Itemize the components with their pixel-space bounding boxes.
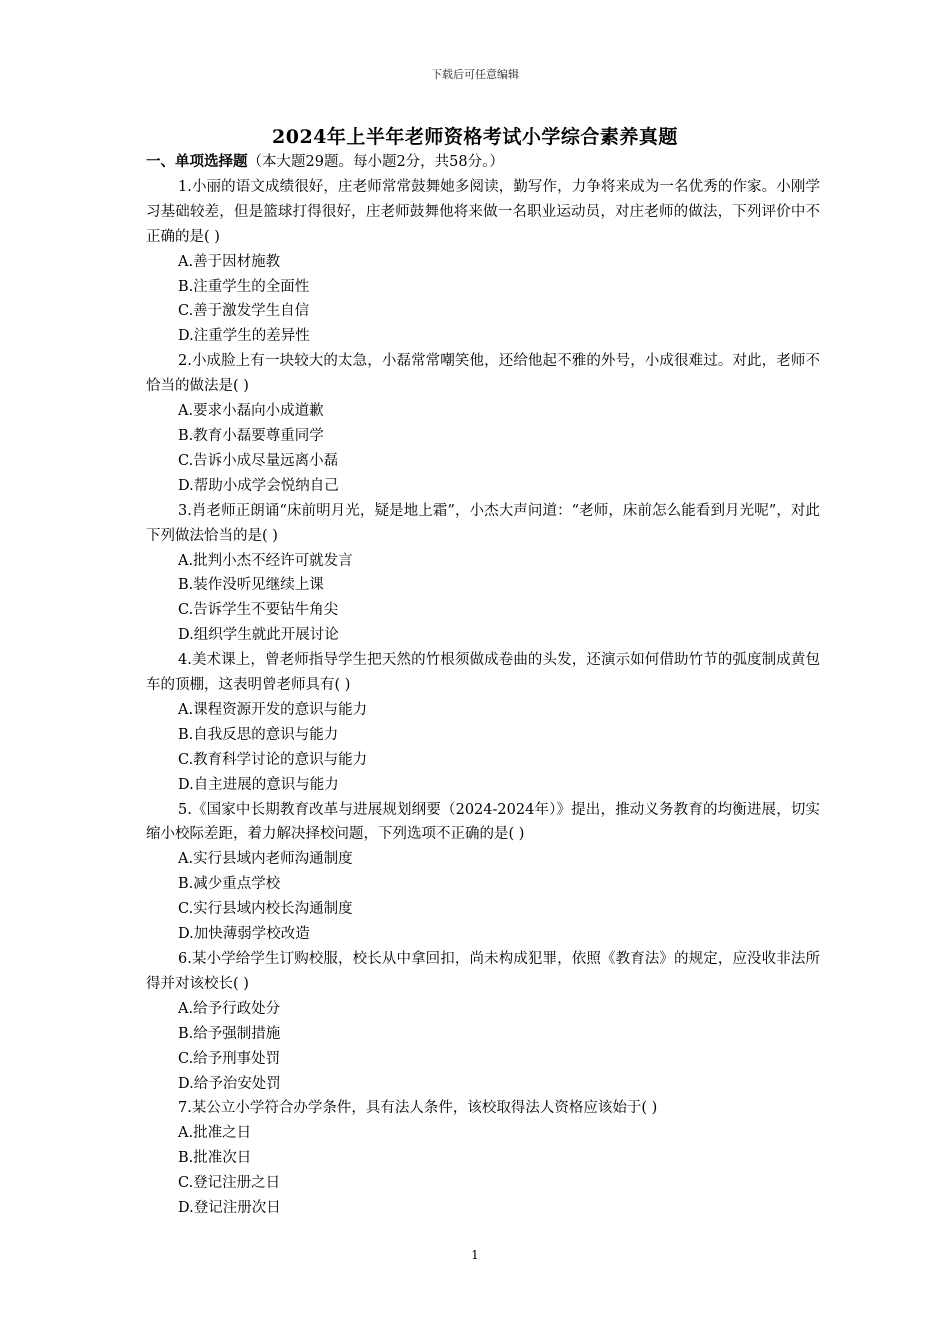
question-1-stem: 1.小丽的语文成绩很好，庄老师常常鼓舞她多阅读，勤写作，力争将来成为一名优秀的作家。小刚学习基础较差，但是篮球打得很好，庄老师鼓舞他将来做一名职业运动员，对庄老师的做法，下列评价中不正确的是( )	[146, 178, 820, 245]
question-3-option-b: B.装作没听见继续上课	[178, 577, 324, 594]
question-5-option-c: C.实行县域内校长沟通制度	[178, 901, 353, 918]
question-5-option-b: B.减少重点学校	[178, 876, 281, 893]
question-2-option-a: A.要求小磊向小成道歉	[178, 403, 324, 420]
question-7-option-a: A.批准之日	[178, 1125, 252, 1142]
question-6-option-b: B.给予强制措施	[178, 1025, 281, 1042]
question-3-stem: 3.肖老师正朗诵“床前明月光，疑是地上霜”，小杰大声问道：“老师，床前怎么能看到月光呢”，对此下列做法恰当的是( )	[146, 502, 820, 544]
question-list	[146, 175, 820, 1221]
section-heading	[146, 150, 820, 175]
section-description: （本大题29题。每小题2分，共58分。）	[247, 154, 504, 170]
question-1-option-b: B.注重学生的全面性	[178, 278, 310, 295]
question-7-option-c: C.登记注册之日	[178, 1175, 281, 1192]
question-7-option-b: B.批准次日	[178, 1150, 252, 1167]
document-title: 2024年上半年老师资格考试小学综合素养真题	[272, 126, 678, 148]
question-5-option-a: A.实行县域内老师沟通制度	[178, 851, 353, 868]
section-label: 一、单项选择题	[146, 153, 248, 170]
question-6-option-c: C.给予刑事处罚	[178, 1050, 281, 1067]
question-6-option-a: A.给予行政处分	[178, 1000, 281, 1017]
question-4-option-b: B.自我反思的意识与能力	[178, 726, 339, 743]
page-number: 1	[471, 1248, 479, 1262]
question-5-stem: 5.《国家中长期教育改革与进展规划纲要（2024-2024年）》提出，推动义务教育的均衡进展，切实缩小校际差距，着力解决择校问题，下列选项不正确的是( )	[146, 801, 820, 843]
page-header-note: 下载后可任意编辑	[431, 68, 519, 81]
question-7-option-d: D.登记注册次日	[178, 1200, 281, 1217]
question-2-option-b: B.教育小磊要尊重同学	[178, 427, 324, 444]
question-3-option-a: A.批判小杰不经许可就发言	[178, 552, 353, 569]
question-3-option-c: C.告诉学生不要钻牛角尖	[178, 602, 339, 619]
question-4-option-a: A.课程资源开发的意识与能力	[178, 701, 368, 718]
question-4-option-c: C.教育科学讨论的意识与能力	[178, 751, 368, 768]
question-2-option-d: D.帮助小成学会悦纳自己	[178, 477, 339, 494]
question-3-option-d: D.组织学生就此开展讨论	[178, 627, 339, 644]
question-2-stem: 2.小成脸上有一块较大的太急，小磊常常嘲笑他，还给他起不雅的外号，小成很难过。对此，老师不恰当的做法是( )	[146, 353, 820, 395]
question-2-option-c: C.告诉小成尽量远离小磊	[178, 452, 339, 469]
question-5-option-d: D.加快薄弱学校改造	[178, 926, 310, 943]
question-4-option-d: D.自主进展的意识与能力	[178, 776, 339, 793]
question-1-option-a: A.善于因材施教	[178, 253, 281, 270]
question-1-option-d: D.注重学生的差异性	[178, 328, 310, 345]
document-body	[146, 150, 820, 1221]
question-6-option-d: D.给予治安处罚	[178, 1075, 281, 1092]
question-6-stem: 6.某小学给学生订购校服，校长从中拿回扣，尚未构成犯罪，依照《教育法》的规定，应没收非法所得并对该校长( )	[146, 951, 820, 992]
question-4-stem: 4.美术课上，曾老师指导学生把天然的竹根须做成卷曲的头发，还演示如何借助竹节的弧度制成黄包车的顶棚，这表明曾老师具有( )	[146, 652, 820, 694]
question-7-stem: 7.某公立小学符合办学条件，具有法人条件，该校取得法人资格应该始于( )	[178, 1100, 658, 1117]
question-1-option-c: C.善于激发学生自信	[178, 303, 310, 320]
